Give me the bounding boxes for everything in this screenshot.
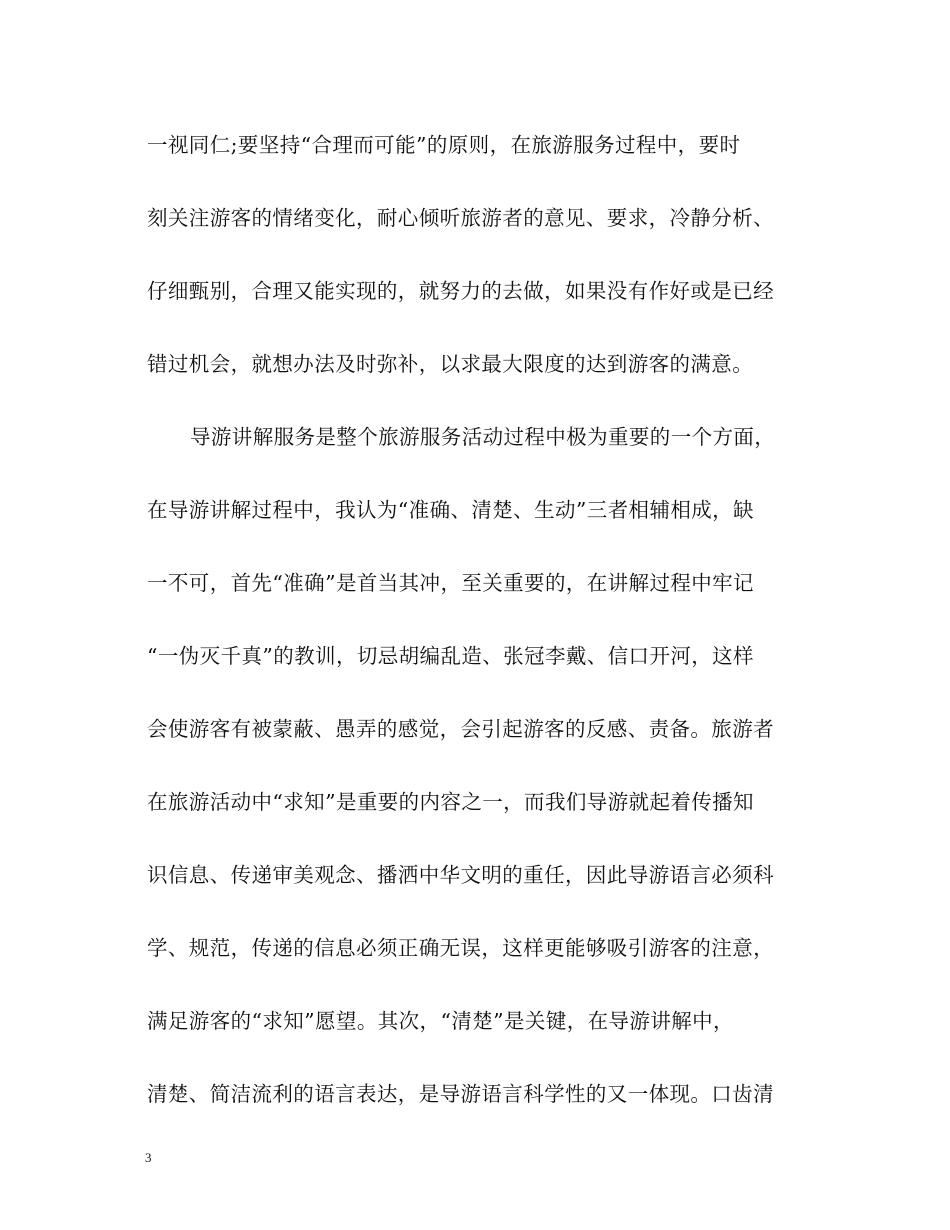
page-number: 3 <box>145 1150 152 1165</box>
text-line: 仔细甄别，合理又能实现的，就努力的去做，如果没有作好或是已经 <box>147 279 774 303</box>
text-line: 一不可，首先“准确”是首当其冲，至关重要的，在讲解过程中牢记 <box>147 571 754 595</box>
text-line: 在旅游活动中“求知”是重要的内容之一，而我们导游就起着传播知 <box>147 790 754 814</box>
text-line: 满足游客的“求知”愿望。其次，“清楚”是关键，在导游讲解中， <box>147 1009 734 1033</box>
text-line: 在导游讲解过程中，我认为“准确、清楚、生动”三者相辅相成，缺 <box>147 498 754 522</box>
text-line: 清楚、简洁流利的语言表达，是导游语言科学性的又一体现。口齿清 <box>147 1082 774 1106</box>
text-line: 会使游客有被蒙蔽、愚弄的感觉，会引起游客的反感、责备。旅游者 <box>147 717 774 741</box>
text-line: 刻关注游客的情绪变化，耐心倾听旅游者的意见、要求，冷静分析、 <box>147 206 774 230</box>
text-line: 一视同仁;要坚持“合理而可能”的原则，在旅游服务过程中，要时 <box>147 133 741 157</box>
text-line: 学、规范，传递的信息必须正确无误，这样更能够吸引游客的注意， <box>147 936 774 960</box>
paragraph-first-line: 导游讲解服务是整个旅游服务活动过程中极为重要的一个方面， <box>190 425 776 449</box>
text-line: 识信息、传递审美观念、播洒中华文明的重任，因此导游语言必须科 <box>147 863 774 887</box>
text-line: 错过机会，就想办法及时弥补，以求最大限度的达到游客的满意。 <box>147 352 754 376</box>
text-line: “一伪灭千真”的教训，切忌胡编乱造、张冠李戴、信口开河，这样 <box>147 644 754 668</box>
